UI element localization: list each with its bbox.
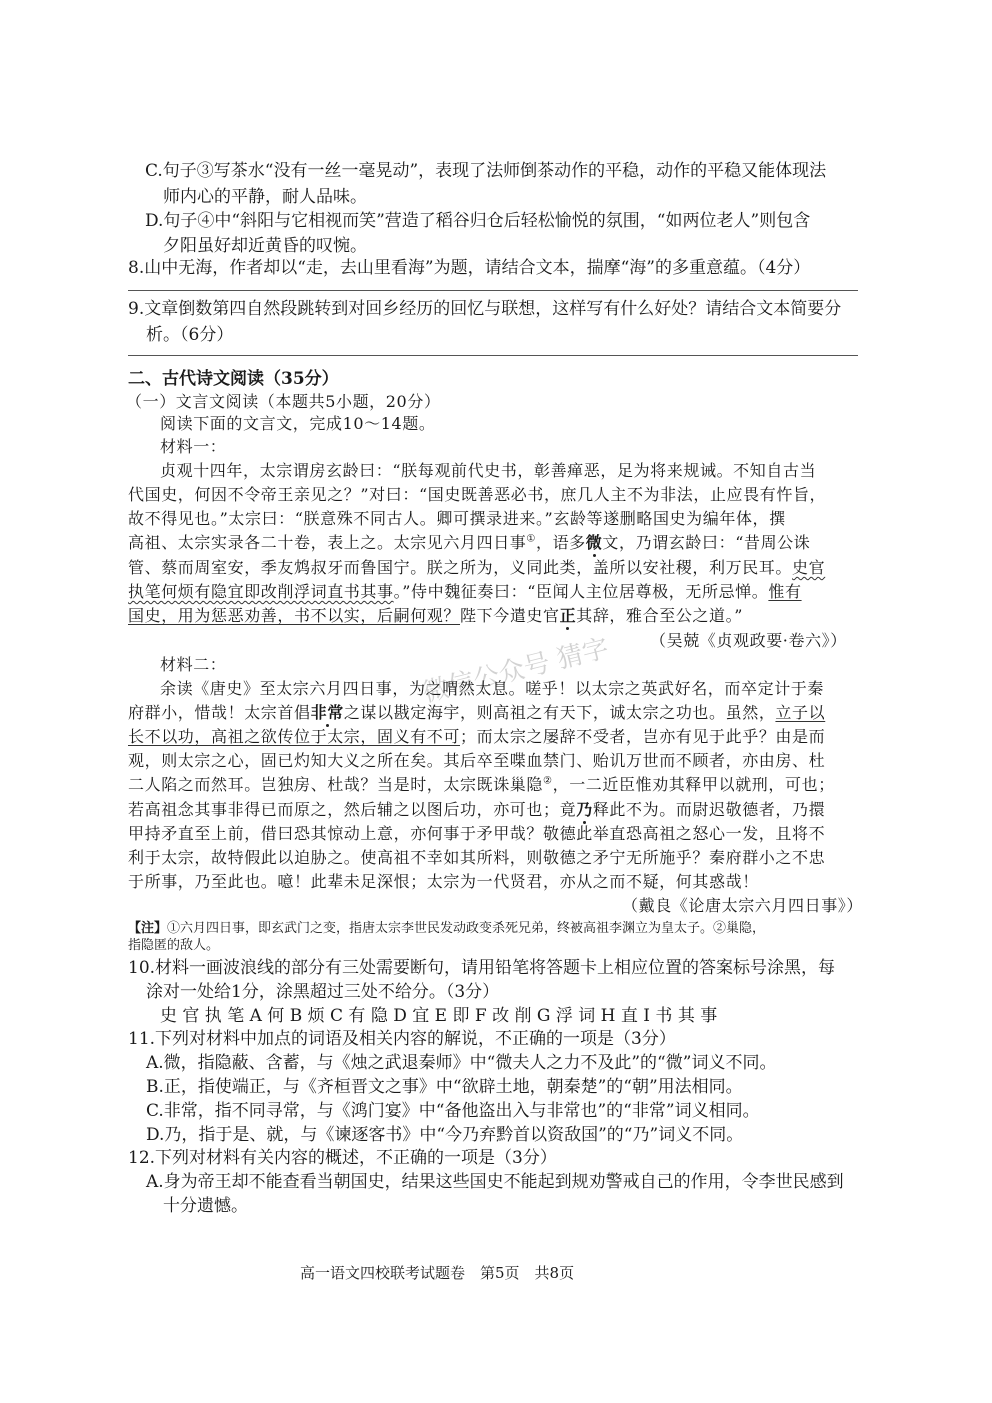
wavy-underlined-text: 执笔何烦有隐宜即改削浮词直书其事 <box>128 582 394 601</box>
material-2-source: （戴良《论唐太宗六月四日事》） <box>622 896 864 915</box>
q7-option-d-line1: D.句子④中“斜阳与它相视而笑”营造了稻谷归仓后轻松愉悦的氛围，“如两位老人”则包含 <box>145 211 811 231</box>
wavy-underlined-text: 史官 <box>792 558 826 577</box>
underlined-text: 国史，用为惩恶劝善，书不以实，后嗣何观？ <box>128 606 461 625</box>
text-segment: ，一二近臣惟劝其释甲以就刑，可也； <box>552 775 835 794</box>
watermark: 微信公众号 猜字 <box>419 633 612 709</box>
page-footer: 高一语文四校联考试题卷 第5页 共8页 <box>300 1264 575 1282</box>
note-label: 【注】 <box>128 921 168 936</box>
question-11-option-b: B.正，指使端正，与《齐桓晋文之事》中“欲辟土地，朝秦楚”的“朝”用法相同。 <box>146 1077 743 1097</box>
section-2-title: 二、古代诗文阅读（35分） <box>128 369 339 389</box>
material-1-line6 <box>128 579 802 602</box>
question-11-option-a: A.微，指隐蔽、含蓄，与《烛之武退秦师》中“微夫人之力不及此”的“微”词义不同。 <box>146 1053 777 1073</box>
material-2-line6 <box>128 797 825 820</box>
dotted-word-nai: 乃 <box>576 800 593 819</box>
material-2-line5 <box>128 772 835 795</box>
text-segment: 管、蔡而周室安，季友鸩叔牙而鲁国宁。朕之所为，义同此类，盖所以安社稷，利万民耳。 <box>128 558 793 577</box>
question-8: 8.山中无海，作者却以“走，去山里看海”为题，请结合文本，揣摩“海”的多重意蕴。（4分） <box>128 258 811 278</box>
text-segment: 府群小，惜哉！太宗首倡 <box>128 703 311 722</box>
text-segment: 陛下今遣史官 <box>460 606 560 625</box>
question-12-stem: 12.下列对材料有关内容的概述，不正确的一项是（3分） <box>128 1148 557 1168</box>
material-1-line2: 代国史，何因不令帝王亲见之？”对曰：“国史既善恶必书，庶几人主不为非法，止应畏有忤旨， <box>128 485 827 504</box>
text-segment: 。”侍中魏征奏曰：“臣闻人主位居尊极，无所忌惮。 <box>393 582 769 601</box>
question-11-stem: 11.下列对材料中加点的词语及相关内容的解说，不正确的一项是（3分） <box>128 1029 676 1049</box>
dotted-word-zheng: 正 <box>559 606 577 625</box>
q7-option-c-line1: C.句子③写茶水“没有一丝一毫晃动”，表现了法师倒茶动作的平稳，动作的平稳又能体现法 <box>145 161 827 181</box>
footnote-marker-2: ② <box>543 775 553 787</box>
dotted-word-feichang: 非常 <box>310 703 344 722</box>
answer-line-q8 <box>128 290 858 291</box>
text-segment: ，语多 <box>535 533 586 552</box>
text-segment: 二人陷之而然耳。岂独房、杜哉？当是时，太宗既诛巢隐 <box>128 775 544 794</box>
question-11-option-c: C.非常，指不同寻常，与《鸿门宴》中“备他盗出入与非常也”的“非常”词义相同。 <box>146 1101 760 1121</box>
material-1-line5 <box>128 555 825 578</box>
annotation-line1 <box>128 917 765 936</box>
answer-line-q9 <box>128 355 858 356</box>
underlined-text: 惟有 <box>768 582 802 601</box>
material-1-line1: 贞观十四年，太宗谓房玄龄曰：“朕每观前代史书，彰善瘅恶，足为将来规诫。不知自古当 <box>160 461 817 480</box>
underlined-text: 立子以 <box>775 703 826 722</box>
text-segment: 之谋以戡定海宇，则高祖之有天下，诚太宗之功也。虽然， <box>343 703 776 722</box>
material-1-label: 材料一： <box>160 437 227 456</box>
text-segment: ①六月四日事，即玄武门之变，指唐太宗李世民发动政变杀死兄弟，终被高祖李渊立为皇太子。②巢隐， <box>167 921 766 936</box>
material-2-label: 材料二： <box>160 655 227 674</box>
text-segment: 若高祖念其事非得已而原之，然后辅之以图后功，亦可也；竟 <box>128 800 577 819</box>
question-9-line1: 9.文章倒数第四自然段跳转到对回乡经历的回忆与联想，这样写有什么好处？请结合文本简要分 <box>128 299 842 319</box>
dotted-word-wei: 微 <box>585 533 603 552</box>
question-10-line2: 涂对一处给1分，涂黑超过三处不给分。（3分） <box>146 982 500 1002</box>
section-2-instruction: 阅读下面的文言文，完成10～14题。 <box>160 414 436 433</box>
text-segment: 其辞，雅合至公之道。” <box>576 606 744 625</box>
text-segment: ；而太宗之屡辞不受者，岂亦有见于此乎？由是而 <box>460 727 826 746</box>
q7-option-c-line2: 师内心的平静，耐人品味。 <box>163 187 367 207</box>
question-10-line1: 10.材料一画波浪线的部分有三处需要断句，请用铅笔将答题卡上相应位置的答案标号涂黑，每 <box>128 958 836 978</box>
text-segment: 高祖、太宗实录各二十卷，表上之。太宗见六月四日事 <box>128 533 527 552</box>
material-2-line9: 于所事，乃至此也。噫！此辈未足深恨；太宗为一代贤君，亦从之而不疑，何其惑哉！ <box>128 872 759 891</box>
material-2-line8: 利于太宗，故特假此以迫胁之。使高祖不幸如其所料，则敬德之矛宁无所施乎？秦府群小之不忠 <box>128 848 826 867</box>
underlined-text: 长不以功，高祖之欲传位于太宗，固义有不可 <box>128 727 461 746</box>
material-2-line1: 余读《唐史》至太宗六月四日事，为之喟然太息。嗟乎！以太宗之英武好名，而卒定计于秦 <box>160 679 825 698</box>
question-10-options: 史 官 执 笔 A 何 B 烦 C 有 隐 D 宜 E 即 F 改 削 G 浮 词 H 直 I 书 其 事 <box>160 1006 718 1026</box>
material-2-line3 <box>128 724 825 747</box>
material-1-line3: 故不得见也。”太宗曰：“朕意殊不同古人。卿可撰录进来。”玄龄等遂删略国史为编年体，撰 <box>128 509 786 528</box>
question-9-line2: 析。（6分） <box>146 325 234 345</box>
question-11-option-d: D.乃，指于是、就，与《谏逐客书》中“今乃弃黔首以资敌国”的“乃”词义不同。 <box>146 1125 744 1145</box>
question-12-option-a-line2: 十分遗憾。 <box>163 1196 248 1216</box>
material-1-source: （吴兢《贞观政要·卷六》） <box>650 631 847 650</box>
footnote-marker-1: ① <box>526 533 536 545</box>
material-1-line4 <box>128 530 810 553</box>
text-segment: 释此不为。而尉迟敬德者，乃擐 <box>592 800 826 819</box>
question-12-option-a-line1: A.身为帝王却不能查看当朝国史，结果这些国史不能起到规劝警戒自己的作用，令李世民感到 <box>146 1172 844 1192</box>
text-segment: 文，乃谓玄龄曰：“昔周公诛 <box>602 533 811 552</box>
q7-option-d-line2: 夕阳虽好却近黄昏的叹惋。 <box>163 236 367 256</box>
material-2-line7: 甲持矛直至上前，借曰恐其惊动上意，亦何事于矛甲哉？敬德此举直恐高祖之怒心一发，且将不 <box>128 824 826 843</box>
material-2-line4: 观，则太宗之心，固已灼知大义之所在矣。其后卒至喋血禁门、贻讥万世而不顾者，亦由房、杜 <box>128 751 826 770</box>
material-2-line2 <box>128 700 825 723</box>
material-1-line7 <box>128 603 743 626</box>
annotation-line2: 指隐匿的敌人。 <box>128 938 220 953</box>
section-2-subtitle: （一）文言文阅读（本题共5小题，20分） <box>126 392 441 411</box>
